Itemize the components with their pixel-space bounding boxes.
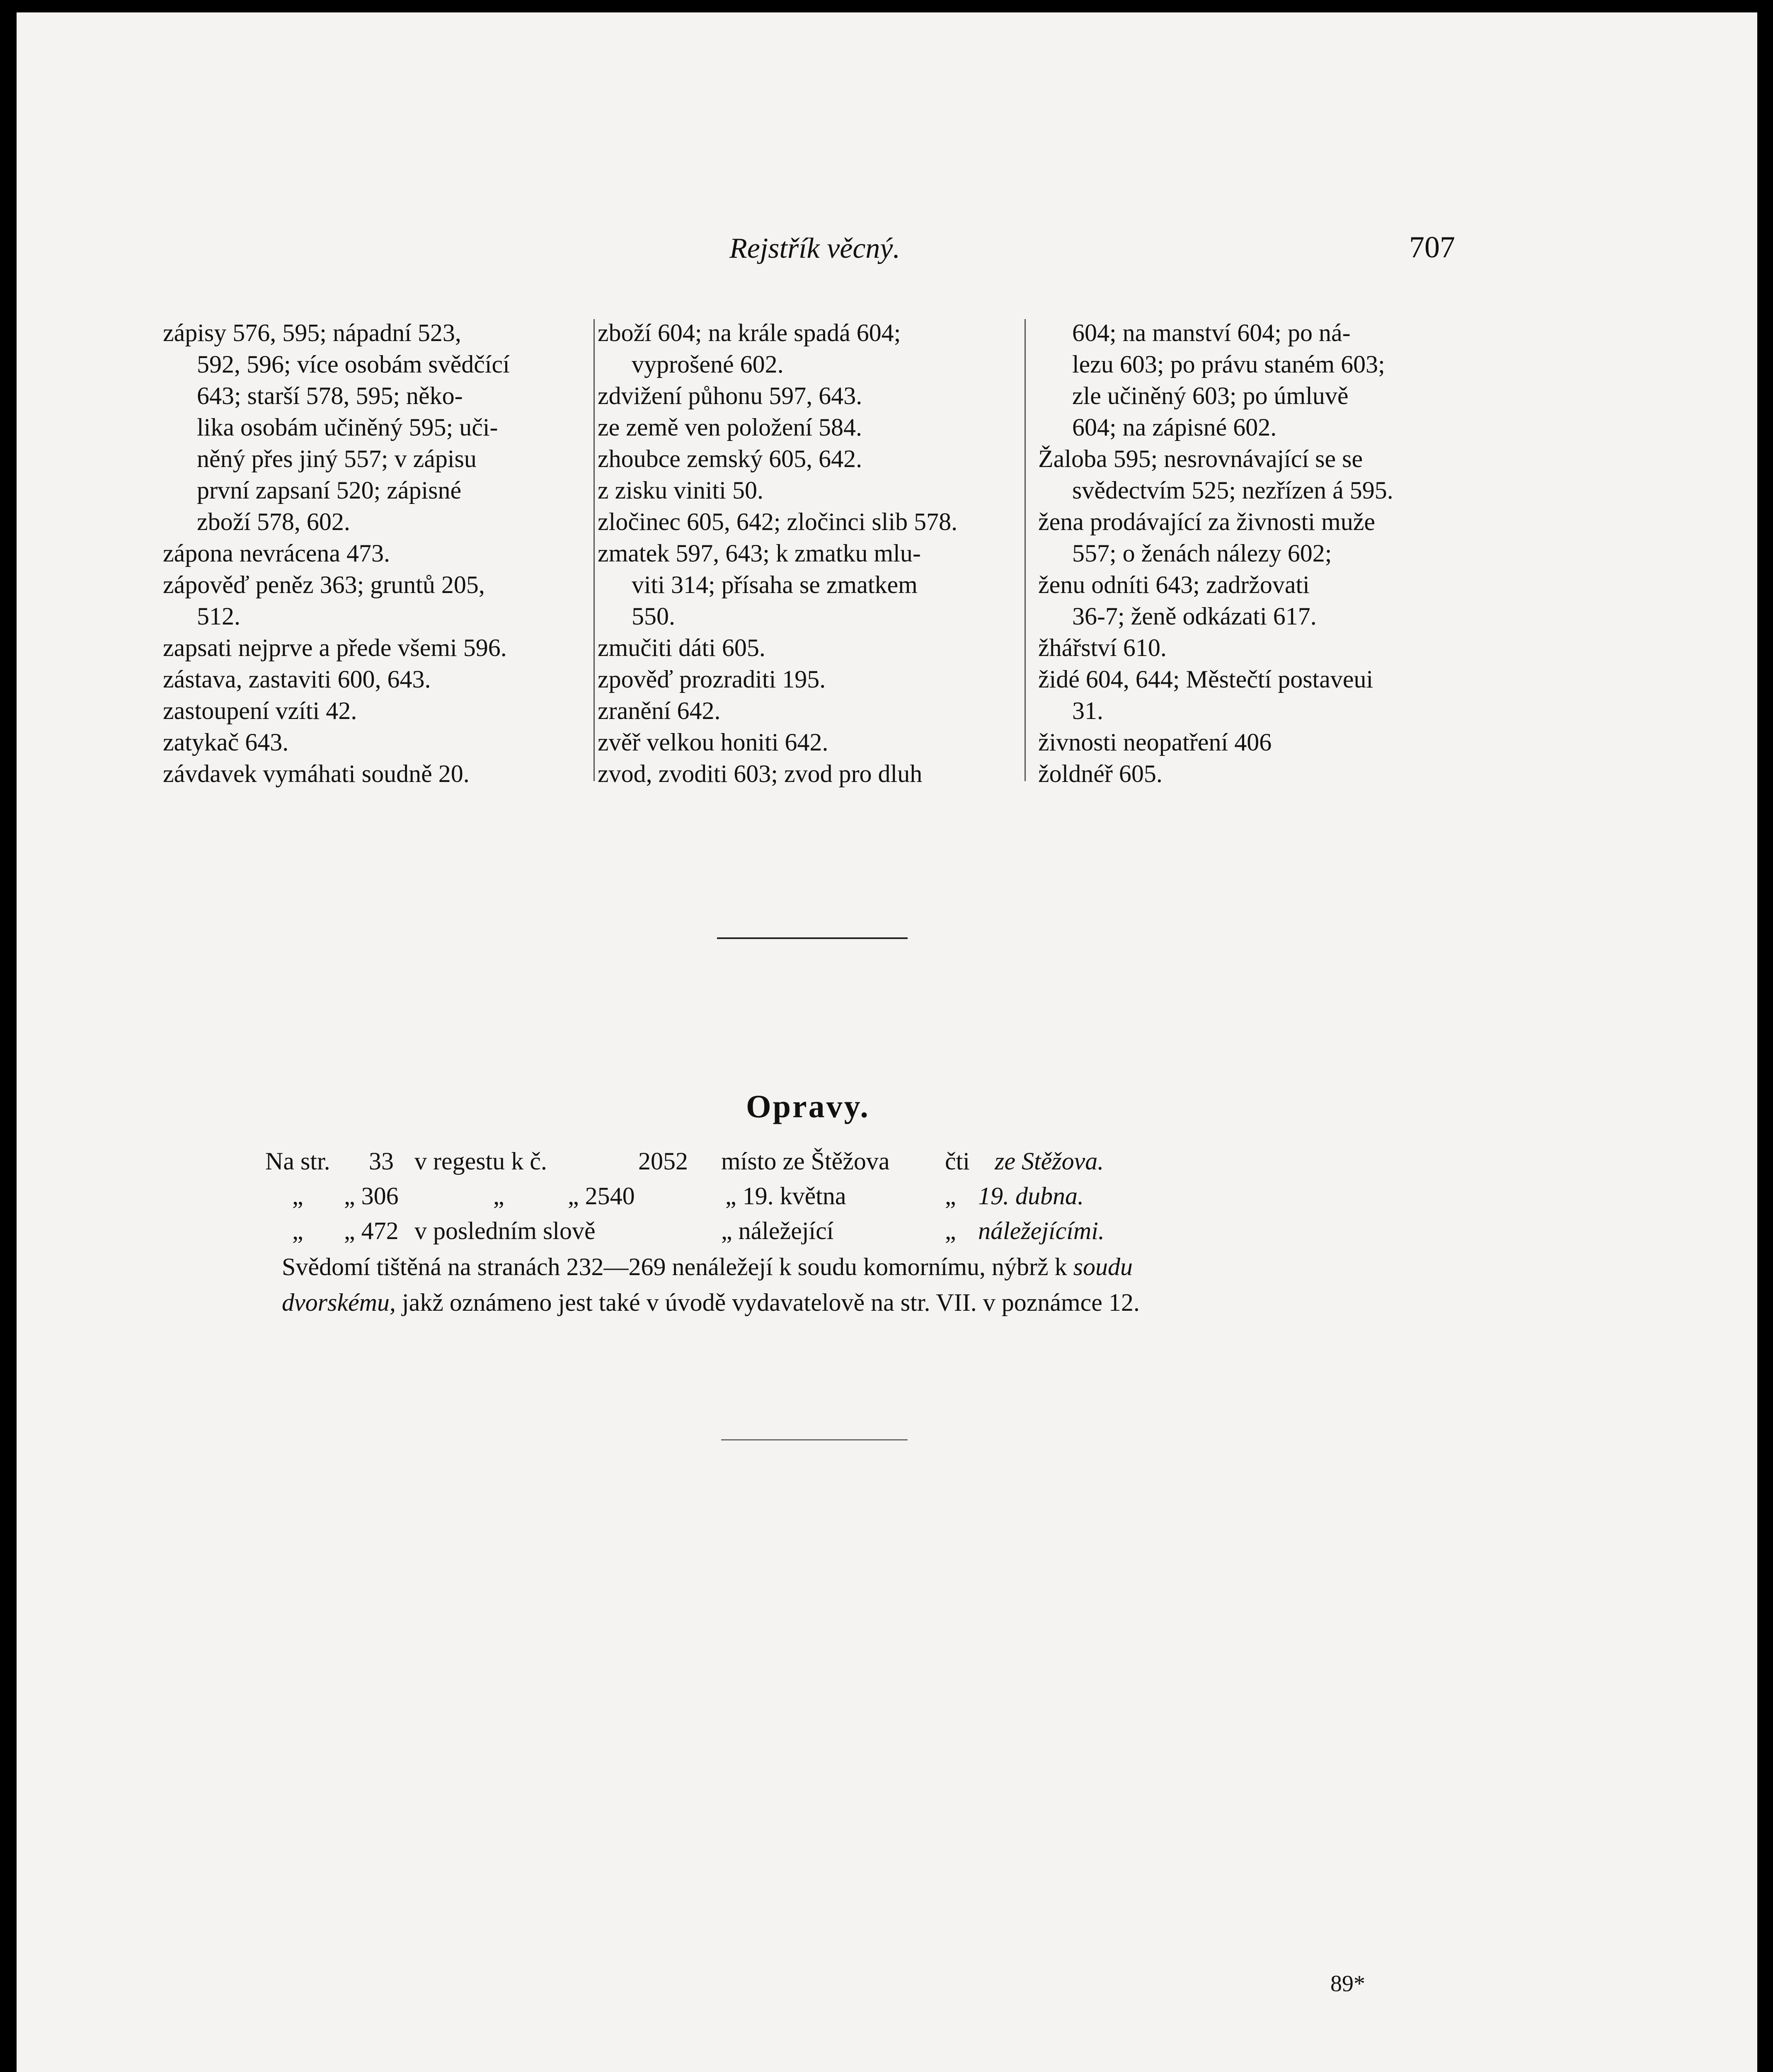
errata-note-emphasis: dvorskému,	[282, 1289, 396, 1316]
errata-cell: v regestu k č.	[414, 1147, 547, 1175]
errata-note-emphasis: soudu	[1073, 1253, 1133, 1280]
index-line: 592, 596; více osobám svědčící	[197, 351, 510, 378]
index-line: žena prodávající za živnosti muže	[1038, 508, 1375, 535]
page-number: 707	[1409, 230, 1455, 264]
section-divider	[717, 937, 908, 939]
index-line: lezu 603; po právu staném 603;	[1072, 351, 1385, 378]
index-line: zmatek 597, 643; k zmatku mlu-	[598, 540, 921, 567]
index-line: 36-7; ženě odkázati 617.	[1072, 603, 1317, 630]
index-line: zpověď prozraditi 195.	[598, 666, 826, 693]
index-column-1	[163, 317, 594, 789]
index-line: z zisku viniti 50.	[598, 477, 763, 504]
errata-cell: „	[945, 1217, 956, 1244]
errata-cell: 2052	[638, 1147, 688, 1175]
index-line: 512.	[197, 603, 240, 630]
index-line: zboží 578, 602.	[197, 508, 350, 535]
errata-cell: Na str.	[265, 1147, 330, 1175]
errata-cell: 19. dubna.	[978, 1182, 1084, 1210]
index-line: zvěř velkou honiti 642.	[598, 729, 828, 756]
index-line: svědectvím 525; nezřízen á 595.	[1072, 477, 1393, 504]
index-line: zhoubce zemský 605, 642.	[598, 445, 862, 472]
index-line: zdvižení půhonu 597, 643.	[598, 382, 862, 409]
index-line: zatykač 643.	[163, 729, 289, 756]
index-line: ze země ven položení 584.	[598, 414, 862, 441]
index-column-2	[598, 317, 1029, 789]
errata-note-text: jakž oznámeno jest také v úvodě vydavatelově na str. VII. v poznámce 12.	[402, 1289, 1140, 1316]
errata-cell: „ 472	[344, 1217, 399, 1244]
index-line: 604; na manství 604; po ná-	[1072, 319, 1351, 346]
index-line: zle učiněný 603; po úmluvě	[1072, 382, 1349, 409]
column-divider	[1025, 319, 1026, 781]
running-header-title: Rejstřík věcný.	[729, 232, 901, 264]
errata-cell: „	[292, 1217, 303, 1244]
index-line: něný přes jiný 557; v zápisu	[197, 445, 477, 472]
index-line: zmučiti dáti 605.	[598, 634, 765, 661]
index-line: závdavek vymáhati soudně 20.	[163, 760, 470, 787]
errata-cell: „	[292, 1182, 303, 1210]
errata-cell: v posledním slově	[414, 1217, 596, 1244]
errata-note-line	[282, 1288, 1140, 1317]
index-line: zboží 604; na krále spadá 604;	[598, 319, 901, 346]
errata-cell: „	[945, 1182, 956, 1210]
index-line: viti 314; přísaha se zmatkem	[632, 571, 918, 598]
index-line: 604; na zápisné 602.	[1072, 414, 1277, 441]
errata-cell: „ náležející	[721, 1217, 834, 1244]
index-line: zločinec 605, 642; zločinci slib 578.	[598, 508, 958, 535]
errata-cell: „ 2540	[568, 1182, 635, 1210]
index-line: 643; starší 578, 595; něko-	[197, 382, 463, 409]
errata-cell: ze Stěžova.	[995, 1147, 1104, 1175]
errata-cell: „	[493, 1182, 504, 1210]
index-line: zapsati nejprve a přede všemi 596.	[163, 634, 507, 661]
column-divider	[593, 319, 595, 781]
errata-cell: „ 19. května	[725, 1182, 846, 1210]
errata-cell: čti	[945, 1147, 970, 1175]
index-line: první zapsaní 520; zápisné	[197, 477, 462, 504]
book-page	[17, 12, 1757, 2072]
index-line: židé 604, 644; Městečtí postaveui	[1038, 666, 1373, 693]
index-line: žhářství 610.	[1038, 634, 1167, 661]
index-line: 557; o ženách nálezy 602;	[1072, 540, 1332, 567]
errata-cell: místo ze Štěžova	[721, 1147, 890, 1175]
errata-heading: Opravy.	[746, 1088, 870, 1124]
index-line: zápisy 576, 595; nápadní 523,	[163, 319, 461, 346]
errata-note-text: Svědomí tištěná na stranách 232—269 nenáležejí k soudu komornímu, nýbrž k	[282, 1253, 1067, 1280]
index-line: zranění 642.	[598, 697, 721, 724]
errata-cell: „ 306	[344, 1182, 399, 1210]
index-line: zástava, zastaviti 600, 643.	[163, 666, 431, 693]
section-divider	[721, 1439, 908, 1440]
index-line: zvod, zvoditi 603; zvod pro dluh	[598, 760, 923, 787]
index-line: lika osobám učiněný 595; uči-	[197, 414, 498, 441]
index-line: zápona nevrácena 473.	[163, 540, 390, 567]
index-line: 550.	[632, 603, 675, 630]
index-line: živnosti neopatření 406	[1038, 729, 1272, 756]
index-column-3	[1038, 317, 1494, 789]
index-line: vyprošené 602.	[632, 351, 784, 378]
index-line: 31.	[1072, 697, 1103, 724]
index-line: žoldnéř 605.	[1038, 760, 1163, 787]
errata-cell: náležejícími.	[978, 1217, 1104, 1244]
signature-mark: 89*	[1330, 1971, 1365, 1997]
errata-cell: 33	[369, 1147, 394, 1175]
index-line: ženu odníti 643; zadržovati	[1038, 571, 1310, 598]
index-line: zápověď peněz 363; gruntů 205,	[163, 571, 485, 598]
errata-note-line	[282, 1253, 1133, 1281]
index-line: Žaloba 595; nesrovnávající se se	[1038, 445, 1363, 472]
index-line: zastoupení vzíti 42.	[163, 697, 357, 724]
